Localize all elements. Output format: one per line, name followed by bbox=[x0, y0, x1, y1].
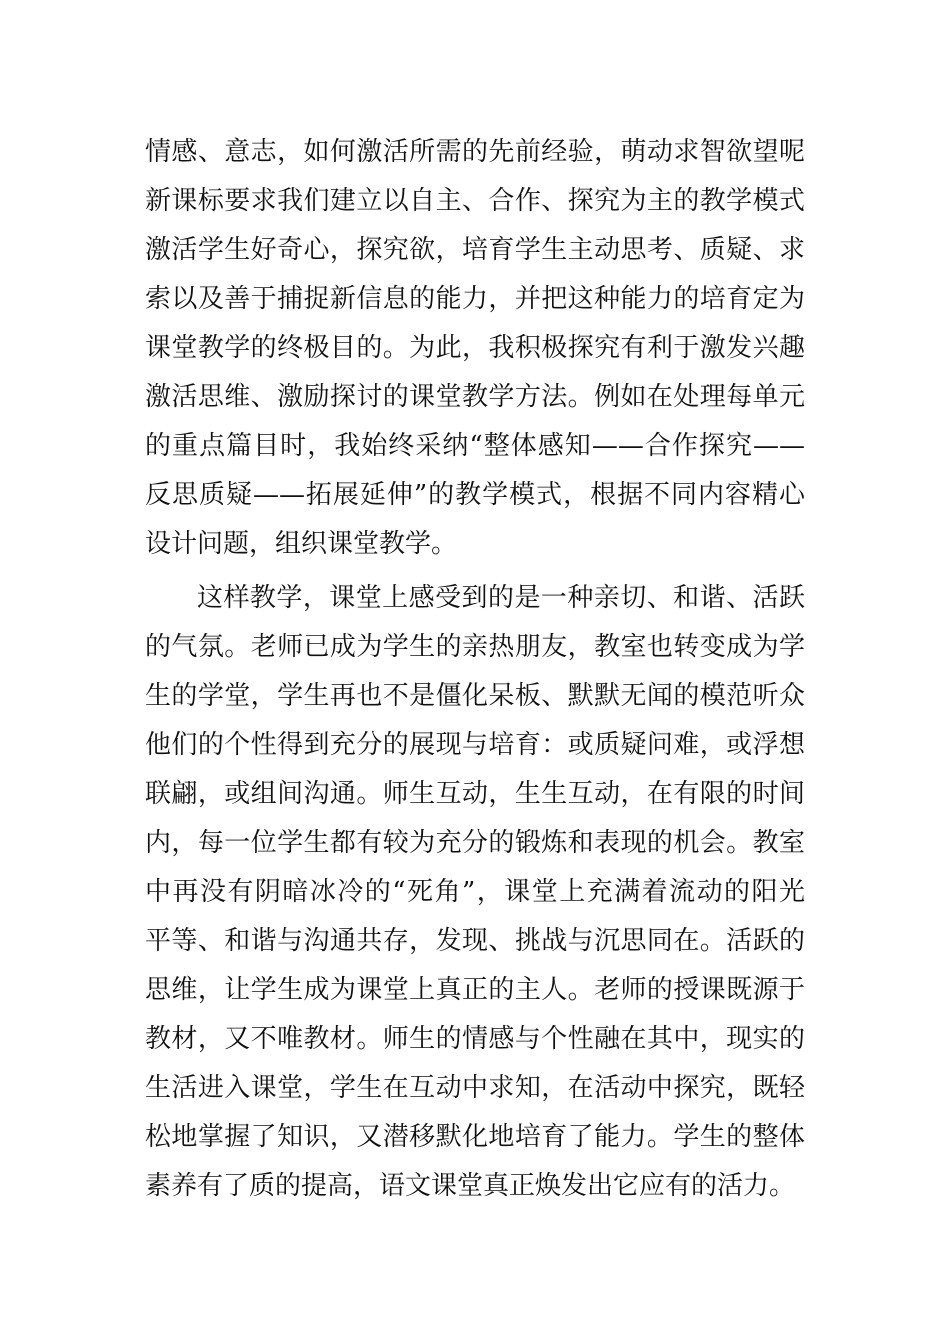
text-line: 他们的个性得到充分的展现与培育：或质疑问难，或浮想 bbox=[145, 730, 805, 760]
text-line: 索以及善于捕捉新信息的能力，并把这种能力的培育定为 bbox=[145, 284, 805, 314]
text-line: 思维，让学生成为课堂上真正的主人。老师的授课既源于 bbox=[145, 975, 805, 1005]
text-line: 情感、意志，如何激活所需的先前经验，萌动求智欲望呢 bbox=[145, 137, 805, 167]
paragraph-1 bbox=[145, 128, 805, 569]
text-line: 的气氛。老师已成为学生的亲热朋友，教室也转变成为学 bbox=[145, 632, 805, 662]
text-line: 激活学生好奇心，探究欲，培育学生主动思考、质疑、求 bbox=[145, 235, 805, 265]
text-line: 课堂教学的终极目的。为此，我积极探究有利于激发兴趣 bbox=[145, 333, 805, 363]
text-line: 联翩，或组间沟通。师生互动，生生互动，在有限的时间 bbox=[145, 779, 805, 809]
text-line: 反思质疑——拓展延伸”的教学模式，根据不同内容精心 bbox=[145, 480, 805, 510]
text-line: 生活进入课堂，学生在互动中求知，在活动中探究，既轻 bbox=[145, 1073, 805, 1103]
text-line: 的重点篇目时，我始终采纳“整体感知——合作探究—— bbox=[145, 431, 805, 461]
text-line: 松地掌握了知识，又潜移默化地培育了能力。学生的整体 bbox=[145, 1122, 805, 1152]
text-line: 生的学堂，学生再也不是僵化呆板、默默无闻的模范听众 bbox=[145, 681, 805, 711]
text-line: 这样教学，课堂上感受到的是一种亲切、和谐、活跃 bbox=[197, 583, 805, 613]
text-line: 设计问题，组织课堂教学。 bbox=[145, 529, 458, 559]
text-line: 素养有了质的提高，语文课堂真正焕发出它应有的活力。 bbox=[145, 1171, 796, 1201]
text-line: 中再没有阴暗冰冷的“死角”，课堂上充满着流动的阳光 bbox=[145, 877, 805, 907]
text-line: 平等、和谐与沟通共存，发现、挑战与沉思同在。活跃的 bbox=[145, 926, 805, 956]
text-line: 内，每一位学生都有较为充分的锻炼和表现的机会。教室 bbox=[145, 828, 805, 858]
text-line: 激活思维、激励探讨的课堂教学方法。例如在处理每单元 bbox=[145, 382, 805, 412]
paragraph-2 bbox=[145, 574, 805, 1211]
text-line: 教材，又不唯教材。师生的情感与个性融在其中，现实的 bbox=[145, 1024, 805, 1054]
text-line: 新课标要求我们建立以自主、合作、探究为主的教学模式 bbox=[145, 186, 805, 216]
